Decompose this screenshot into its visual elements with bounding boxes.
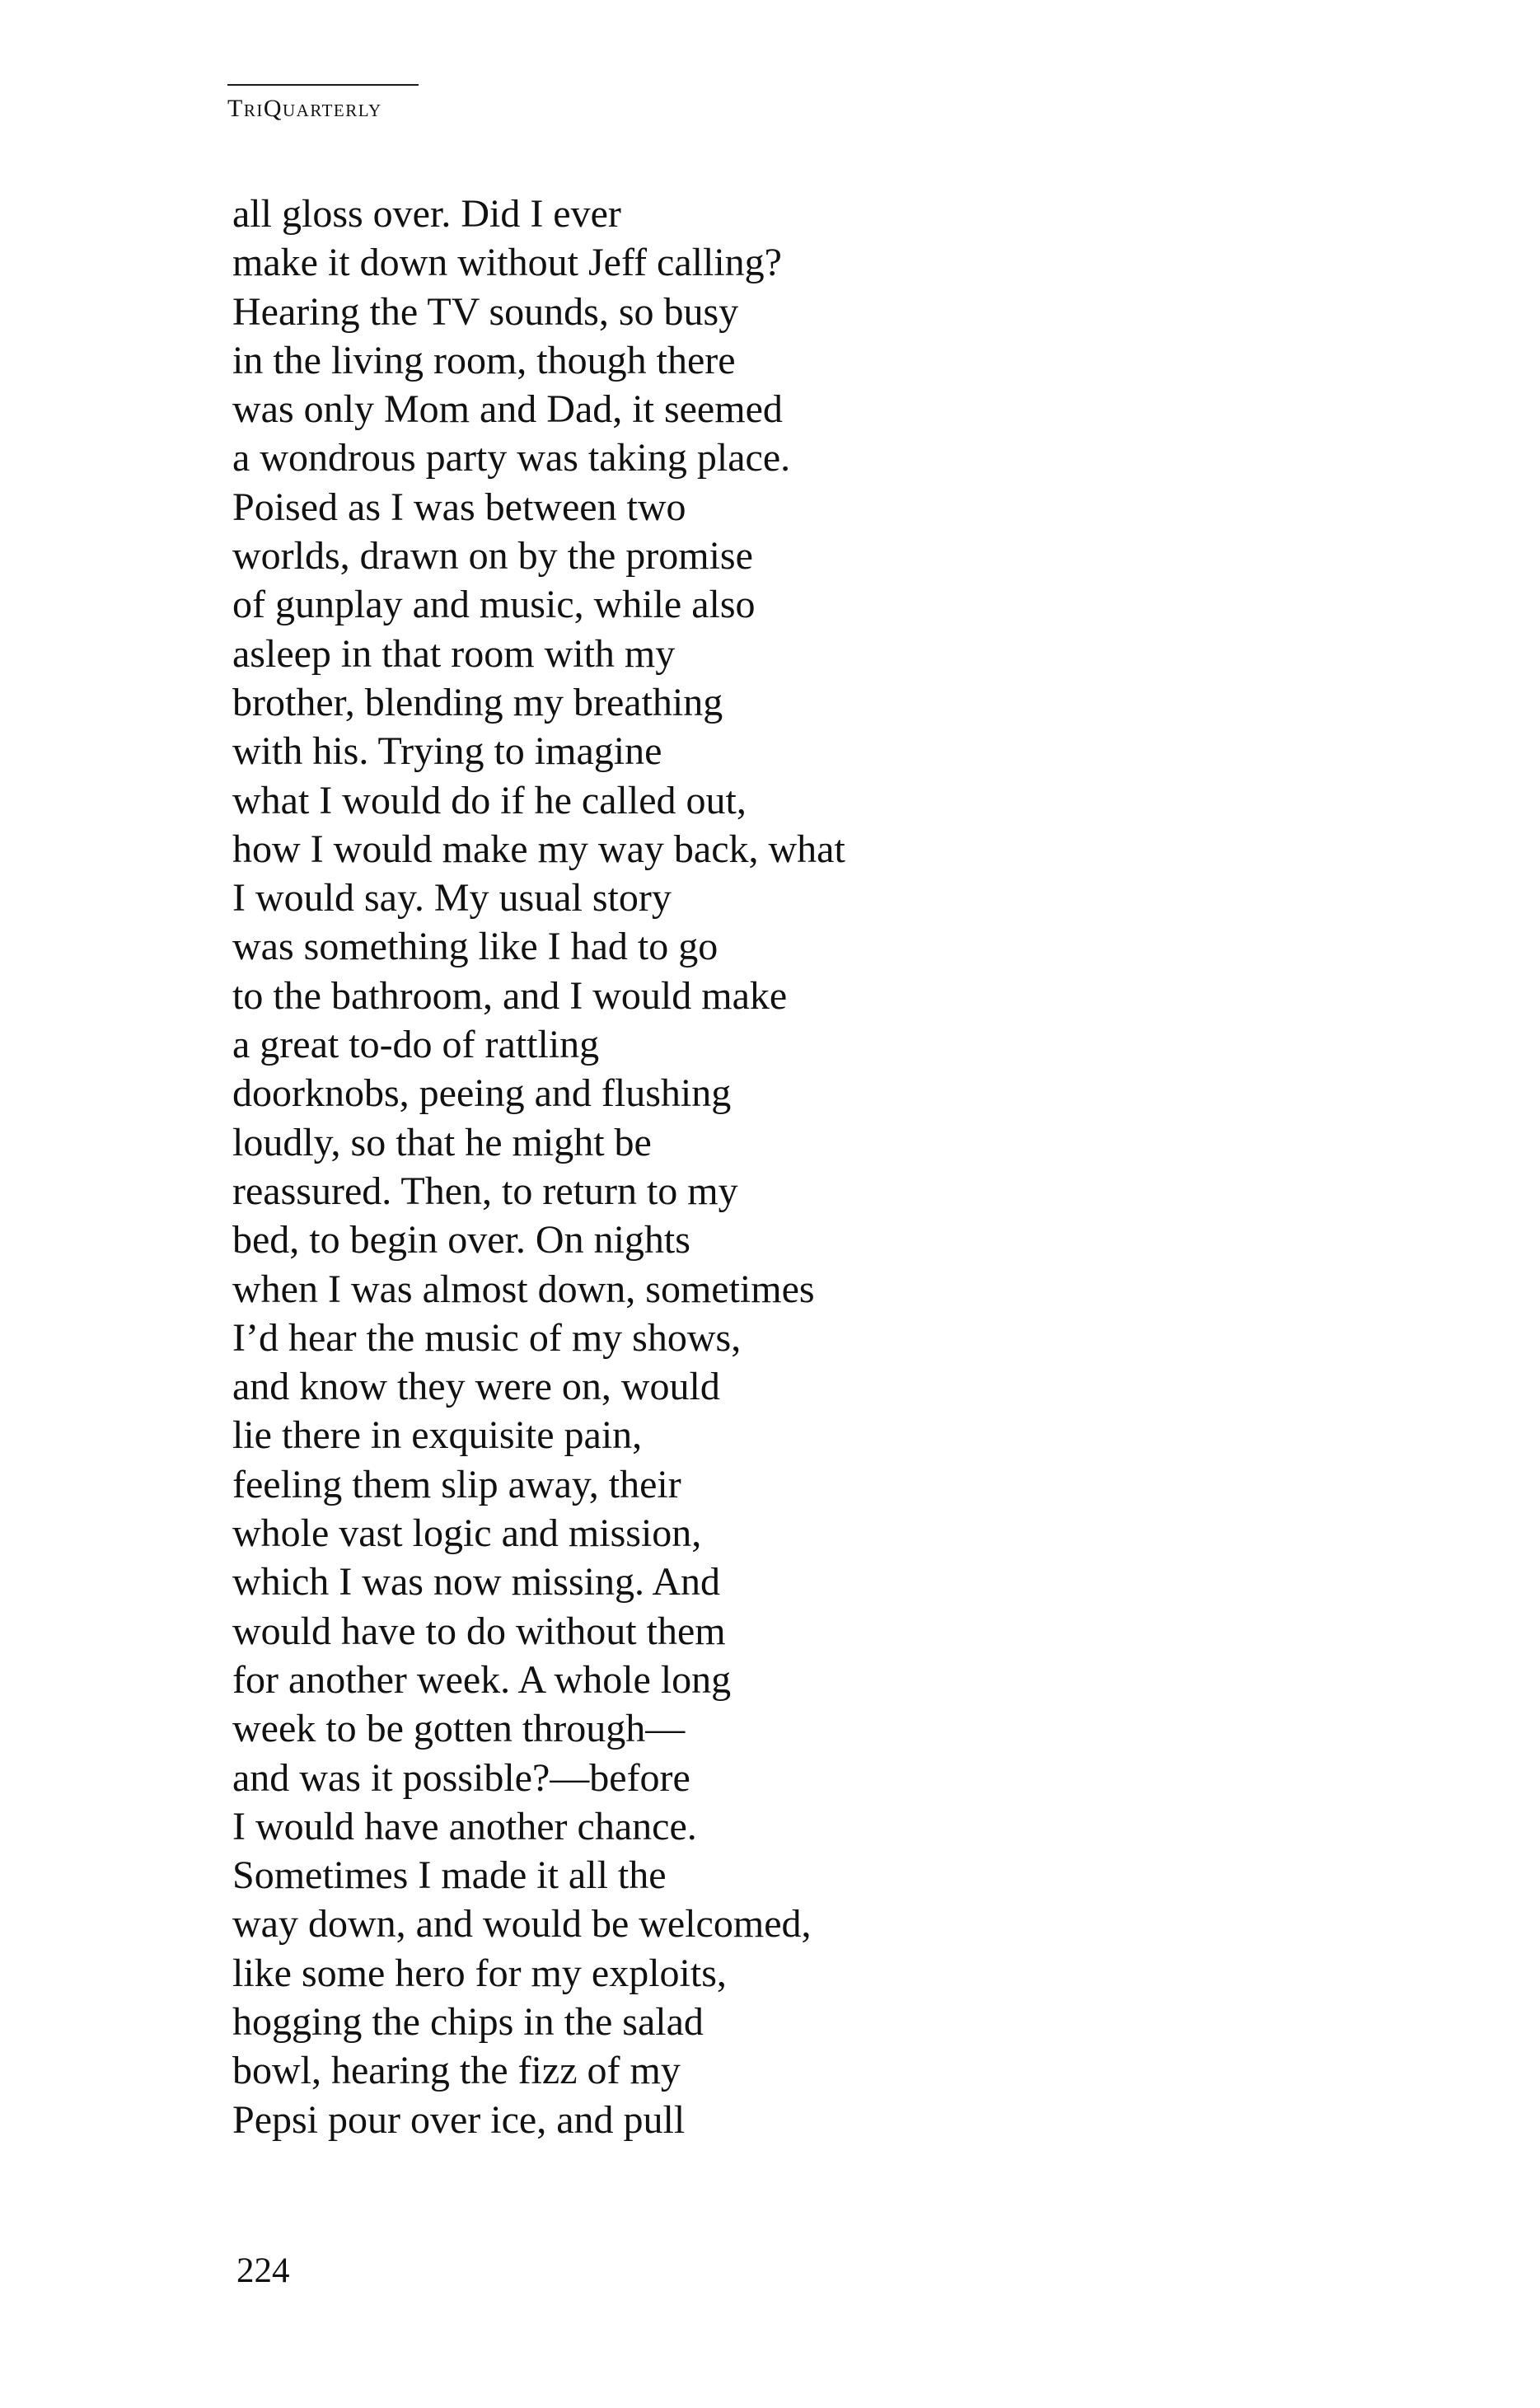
poem-line: how I would make my way back, what bbox=[232, 827, 845, 871]
poem-line: worlds, drawn on by the promise bbox=[232, 534, 753, 579]
poem-line: make it down without Jeff calling? bbox=[232, 241, 782, 285]
poem-line: was only Mom and Dad, it seemed bbox=[232, 387, 783, 432]
page-number: 224 bbox=[236, 2251, 290, 2290]
poem-line: Hearing the TV sounds, so busy bbox=[232, 289, 739, 334]
poem-line: way down, and would be welcomed, bbox=[232, 1902, 812, 1947]
poem-line: asleep in that room with my bbox=[232, 631, 676, 676]
poem-line: for another week. A whole long bbox=[232, 1657, 732, 1702]
poem-line: week to be gotten through— bbox=[232, 1707, 686, 1751]
running-head: TriQuarterly bbox=[227, 95, 382, 122]
poem-line: doorknobs, peeing and flushing bbox=[232, 1071, 732, 1116]
poem-line: with his. Trying to imagine bbox=[232, 729, 662, 774]
poem-line: Sometimes I made it all the bbox=[232, 1853, 667, 1898]
poem-line: a wondrous party was taking place. bbox=[232, 436, 791, 480]
poem-line: and was it possible?—before bbox=[232, 1755, 690, 1800]
poem-line: I’d hear the music of my shows, bbox=[232, 1315, 742, 1360]
poem-line: when I was almost down, sometimes bbox=[232, 1267, 815, 1311]
poem-line: was something like I had to go bbox=[232, 925, 719, 969]
poem-line: brother, blending my breathing bbox=[232, 680, 723, 724]
poem-line: hogging the chips in the salad bbox=[232, 1999, 704, 2044]
poem-line: reassured. Then, to return to my bbox=[232, 1169, 738, 1213]
poem-line: and know they were on, would bbox=[232, 1365, 720, 1409]
poem-line: I would have another chance. bbox=[232, 1804, 697, 1848]
poem-line: would have to do without them bbox=[232, 1609, 726, 1653]
poem-line: Pepsi pour over ice, and pull bbox=[232, 2097, 686, 2142]
header-rule bbox=[227, 84, 419, 86]
poem-line: of gunplay and music, while also bbox=[232, 583, 756, 627]
poem-line: lie there in exquisite pain, bbox=[232, 1413, 643, 1458]
poem-line: like some hero for my exploits, bbox=[232, 1951, 727, 1995]
poem-line: all gloss over. Did I ever bbox=[232, 192, 621, 236]
poem-line: to the bathroom, and I would make bbox=[232, 973, 788, 1018]
poem-line: bed, to begin over. On nights bbox=[232, 1218, 690, 1263]
poem-line: a great to-do of rattling bbox=[232, 1023, 600, 1067]
poem-line: bowl, hearing the fizz of my bbox=[232, 2049, 681, 2093]
poem-body bbox=[232, 190, 845, 2144]
poem-line: whole vast logic and mission, bbox=[232, 1511, 702, 1556]
poem-line: I would say. My usual story bbox=[232, 876, 672, 921]
poem-line: loudly, so that he might be bbox=[232, 1120, 652, 1164]
poem-line: Poised as I was between two bbox=[232, 485, 686, 529]
poem-line: in the living room, though there bbox=[232, 338, 736, 382]
poem-line: which I was now missing. And bbox=[232, 1560, 720, 1605]
poem-line: what I would do if he called out, bbox=[232, 778, 747, 822]
poem-line: feeling them slip away, their bbox=[232, 1462, 681, 1506]
